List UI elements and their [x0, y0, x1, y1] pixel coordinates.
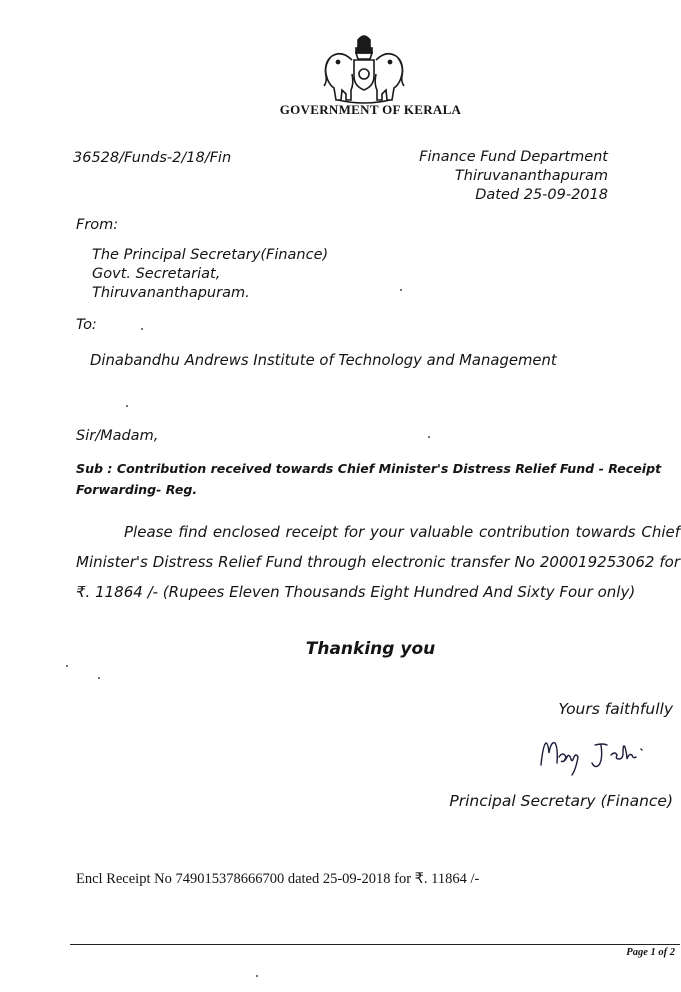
salutation: Sir/Madam,	[76, 428, 159, 444]
from-line: The Principal Secretary(Finance)	[92, 247, 329, 263]
closing-line: Yours faithfully	[558, 700, 673, 718]
to-label: To:	[76, 317, 97, 333]
thanking-line: Thanking you	[305, 639, 436, 659]
enclosure-line: Encl Receipt No 749015378666700 dated 25-09-2018 for ₹. 11864 /-	[76, 871, 480, 887]
footer-divider	[70, 944, 680, 945]
signature-image	[535, 735, 655, 777]
scan-speck	[98, 677, 100, 679]
from-line: Thiruvananthapuram.	[92, 285, 250, 301]
page-number: Page 1 of 2	[626, 947, 675, 958]
department-block	[419, 148, 608, 205]
from-address	[92, 246, 328, 303]
reference-number: 36528/Funds-2/18/Fin	[73, 150, 232, 166]
from-label: From:	[76, 217, 119, 233]
department-name: Finance Fund Department	[419, 149, 608, 165]
state-emblem-icon	[318, 30, 410, 104]
scan-speck	[141, 328, 143, 330]
signer-title: Principal Secretary (Finance)	[449, 792, 673, 810]
department-city: Thiruvananthapuram	[454, 168, 608, 184]
body-text: Please find enclosed receipt for your valuable contribution towards Chief Minister's Distress Relief Fund through electronic transfer No 200019253062 for ₹. 11864 /- (Rupees Eleven Thousands Eight Hundred And Sixty Four only)	[76, 523, 680, 601]
scan-speck	[400, 289, 402, 291]
government-title: GOVERNMENT OF KERALA	[279, 102, 462, 117]
body-paragraph	[76, 517, 680, 607]
subject-line: Sub : Contribution received towards Chief Minister's Distress Relief Fund - Receipt Forwarding- Reg.	[76, 461, 662, 497]
from-line: Govt. Secretariat,	[92, 266, 221, 282]
scan-speck	[256, 975, 258, 977]
letter-date: Dated 25-09-2018	[475, 187, 608, 203]
to-address: Dinabandhu Andrews Institute of Technology and Management	[90, 352, 557, 369]
scan-speck	[66, 665, 68, 667]
scan-speck	[428, 436, 430, 438]
scan-speck	[126, 405, 128, 407]
